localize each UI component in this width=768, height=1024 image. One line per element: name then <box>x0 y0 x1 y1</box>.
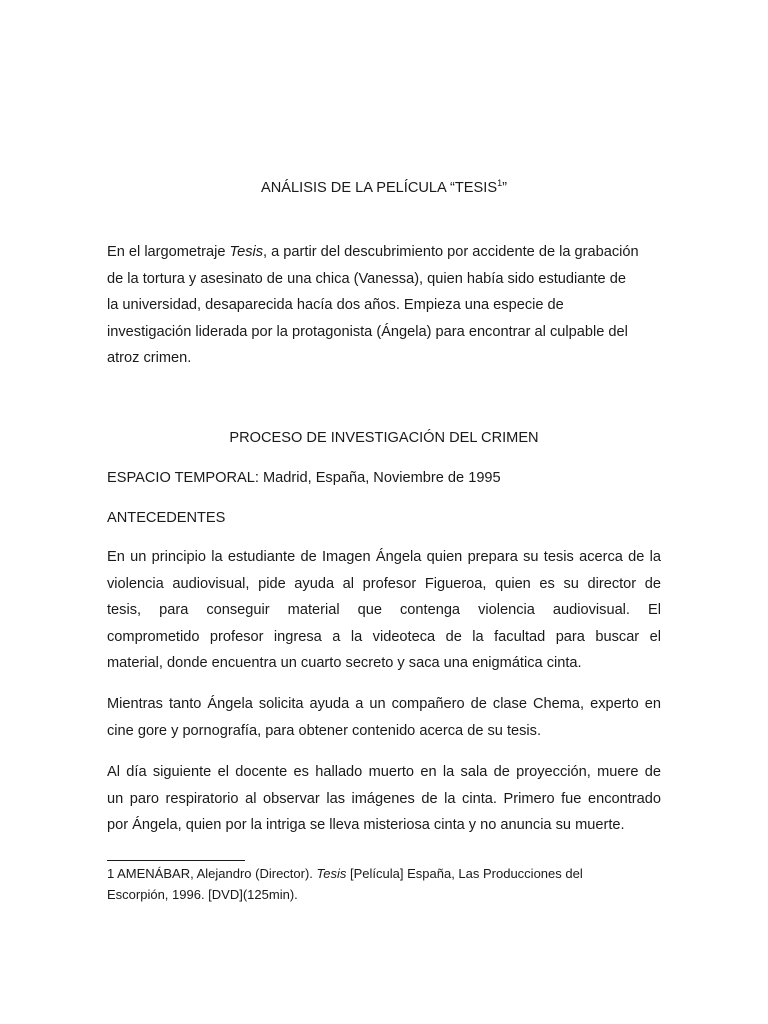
section-title: PROCESO DE INVESTIGACIÓN DEL CRIMEN <box>229 430 539 446</box>
antecedentes-heading <box>107 505 661 532</box>
paragraph-line: material, donde encuentra un cuarto secreto y saca una enigmática cinta. <box>107 655 582 672</box>
footnote-text: [Película] España, Las Producciones del <box>346 866 583 881</box>
paragraph-line: cine gore y pornografía, para obtener contenido acerca de su tesis. <box>107 722 542 739</box>
title-text: ANÁLISIS DE LA PELÍCULA “TESIS <box>261 180 498 196</box>
intro-line: investigación liderada por la protagonista (Ángela) para encontrar al culpable del <box>107 323 628 340</box>
intro-line: la universidad, desaparecida hacía dos años. Empieza una especie de <box>107 297 564 314</box>
paragraph-line: comprometido profesor ingresa a la videoteca de la facultad para buscar el <box>107 628 661 645</box>
intro-line <box>107 239 661 266</box>
paragraph-line: tesis, para conseguir material que contenga violencia audiovisual. El <box>107 602 661 619</box>
paragraph-line: un paro respiratorio al observar las imágenes de la cinta. Primero fue encontrado <box>107 790 661 807</box>
intro-film-title: Tesis <box>229 244 264 260</box>
footnote-line <box>107 863 661 884</box>
intro-line-text: , a partir del descubrimiento por accidente de la grabación <box>263 244 639 260</box>
intro-line: atroz crimen. <box>107 350 192 367</box>
intro-paragraph <box>107 239 661 372</box>
title-footnote-mark: 1 <box>497 178 503 188</box>
paragraph-line: En un principio la estudiante de Imagen Ángela quien prepara su tesis acerca de la <box>107 549 661 565</box>
footnote <box>107 863 661 905</box>
footnote-separator <box>107 860 245 861</box>
footnote-film-title: Tesis <box>316 866 347 881</box>
espacio-temporal-text: ESPACIO TEMPORAL: Madrid, España, Noviembre de 1995 <box>107 470 501 486</box>
antecedentes-heading-text: ANTECEDENTES <box>107 510 226 526</box>
intro-line: de la tortura y asesinato de una chica (Vanessa), quien había sido estudiante de <box>107 270 626 287</box>
paragraph-line: violencia audiovisual, pide ayuda al profesor Figueroa, quien es su director de <box>107 575 661 592</box>
paragraph-line: Mientras tanto Ángela solicita ayuda a un compañero de clase Chema, experto en <box>107 696 661 712</box>
paragraph-3 <box>107 759 661 839</box>
espacio-temporal <box>107 465 661 492</box>
paragraph-line: Al día siguiente el docente es hallado muerto en la sala de proyección, muere de <box>107 764 661 780</box>
document-title <box>107 178 661 198</box>
footnote-line: Escorpión, 1996. [DVD](125min). <box>107 887 298 902</box>
paragraph-1 <box>107 544 661 677</box>
title-closing-quote: ” <box>502 180 507 196</box>
footnote-text: 1 AMENÁBAR, Alejandro (Director). <box>107 866 317 881</box>
paragraph-2 <box>107 691 661 744</box>
intro-line-text: En el largometraje <box>107 244 230 260</box>
paragraph-line: por Ángela, quien por la intriga se lleva misteriosa cinta y no anuncia su muerte. <box>107 817 625 834</box>
